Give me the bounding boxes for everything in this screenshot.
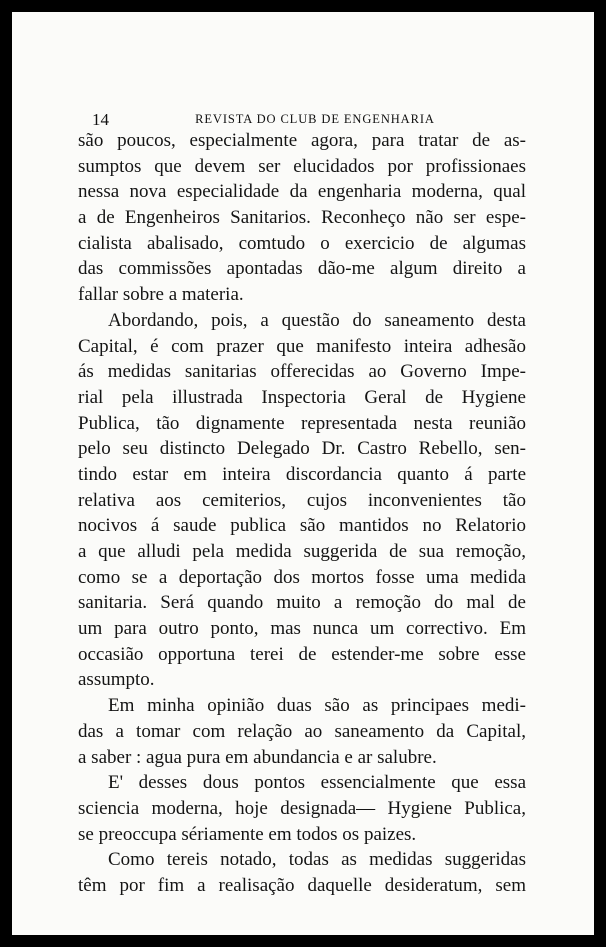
text-line: sanitaria. Será quando muito a remoção do mal de: [78, 592, 526, 614]
text-line: têm por fim a realisação daquelle desideratum, sem: [78, 874, 526, 896]
text-line: um para outro ponto, mas nunca um correctivo. Em: [78, 618, 526, 640]
text-line: a de Engenheiros Sanitarios. Reconheço não ser espe-: [78, 207, 526, 229]
text-line: nocivos á saude publica são mantidos no Relatorio: [78, 515, 526, 537]
text-line: Abordando, pois, a questão do saneamento desta: [108, 309, 526, 331]
text-line: relativa aos cemiterios, cujos inconvenientes tão: [78, 489, 526, 511]
text-line: nessa nova especialidade da engenharia moderna, qual: [78, 181, 526, 203]
text-line: ás medidas sanitarias offerecidas ao Governo Impe-: [78, 361, 526, 383]
text-line: cialista abalisado, comtudo o exercicio de algumas: [78, 232, 526, 254]
text-line: a saber : agua pura em abundancia e ar salubre.: [78, 746, 437, 768]
text-line: E' desses dous pontos essencialmente que essa: [108, 772, 526, 794]
text-line: occasião opportuna terei de estender-me sobre esse: [78, 643, 526, 665]
text-line: rial pela illustrada Inspectoria Geral de Hygiene: [78, 386, 526, 408]
text-line: Publica, tão dignamente representada nesta reunião: [78, 412, 526, 434]
text-line: Como tereis notado, todas as medidas suggeridas: [108, 849, 526, 871]
text-line: são poucos, especialmente agora, para tratar de as-: [78, 130, 526, 151]
text-line: sumptos que devem ser elucidados por profissionaes: [78, 155, 526, 177]
text-line: das a tomar com relação ao saneamento da Capital,: [78, 720, 526, 742]
text-line: como se a deportação dos mortos fosse uma medida: [78, 566, 526, 588]
text-line: pelo seu distincto Delegado Dr. Castro Rebello, sen-: [78, 438, 526, 460]
text-line: das commissões apontadas dão-me algum direito a: [78, 258, 526, 280]
body-text: [78, 128, 526, 899]
text-line: sciencia moderna, hoje designada— Hygiene Publica,: [78, 797, 526, 819]
text-line: a que alludi pela medida suggerida de sua remoção,: [78, 541, 526, 562]
text-line: Capital, é com prazer que manifesto inteira adhesão: [78, 335, 526, 357]
text-line: se preoccupa sériamente em todos os paizes.: [78, 823, 417, 845]
text-line: tindo estar em inteira discordancia quanto á parte: [78, 463, 526, 485]
page-number: 14: [92, 110, 109, 129]
text-line: Em minha opinião duas são as principaes medi-: [108, 695, 526, 717]
text-line: assumpto.: [78, 669, 155, 691]
running-title: REVISTA DO CLUB DE ENGENHARIA: [195, 112, 435, 126]
text-line: fallar sobre a materia.: [78, 284, 244, 306]
